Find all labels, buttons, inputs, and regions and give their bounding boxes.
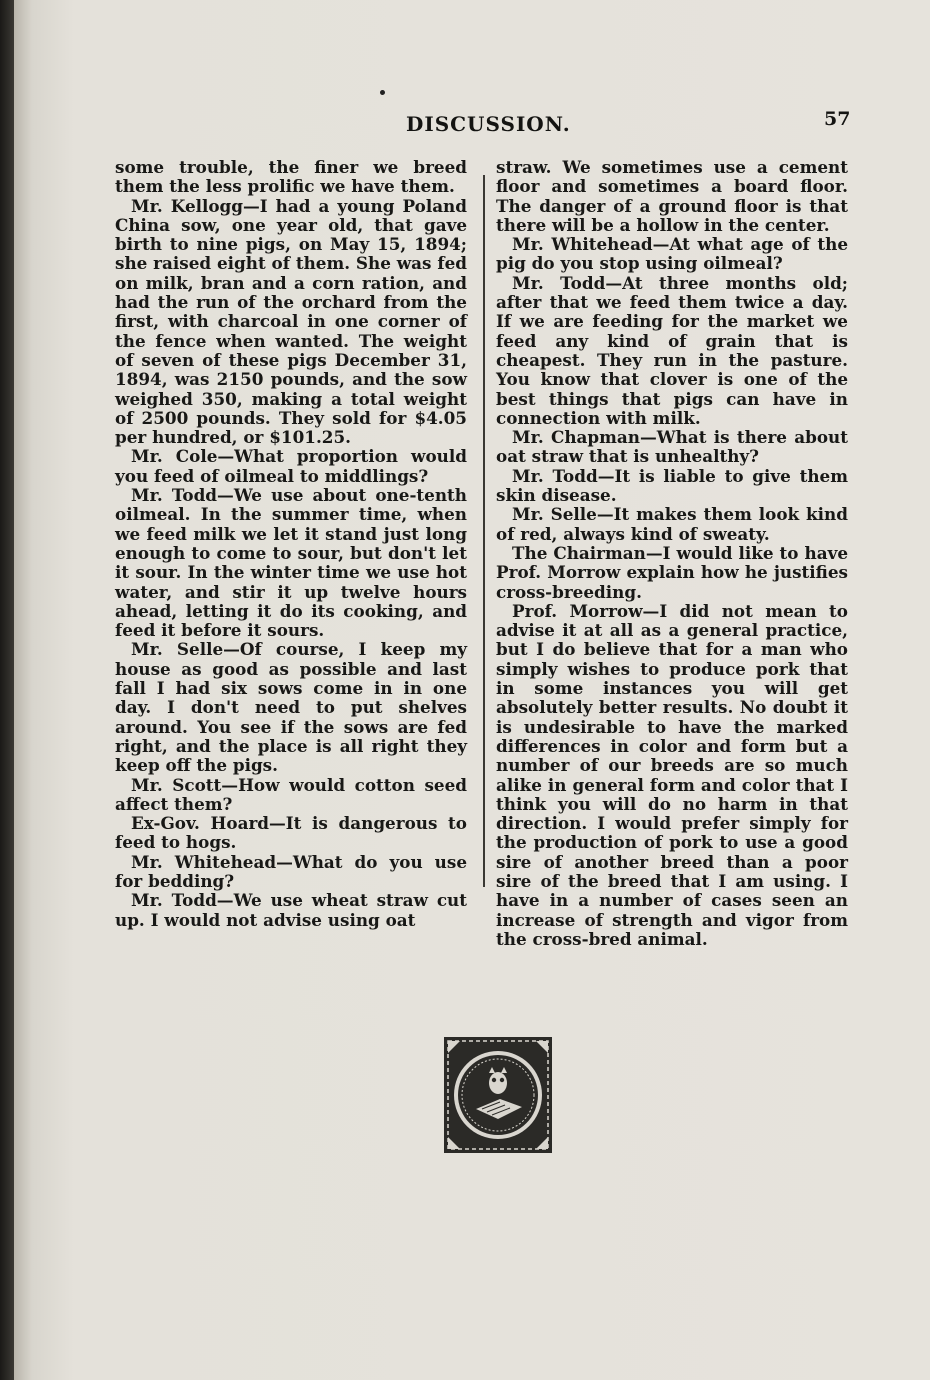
paragraph: Mr. Todd—We use wheat straw cut up. I would not advise using oat <box>115 890 467 930</box>
paragraph: Mr. Whitehead—What do you use for bedding? <box>115 851 467 891</box>
paragraph: some trouble, the finer we breed them the less prolific we have them. <box>115 157 467 197</box>
right-text-column <box>496 158 848 949</box>
left-text-column <box>115 158 467 930</box>
paragraph: Mr. Selle—It makes them look kind of red, always kind of sweaty. <box>496 504 848 544</box>
paragraph: Mr. Todd—It is liable to give them skin disease. <box>496 465 848 506</box>
paragraph: Mr. Cole—What proportion would you feed of oilmeal to middlings? <box>115 446 467 486</box>
column-divider <box>483 175 485 887</box>
printer-ornament-icon <box>442 1035 554 1155</box>
ink-dot <box>380 90 385 95</box>
book-page <box>14 0 930 1380</box>
paragraph: Ex-Gov. Hoard—It is dangerous to feed to hogs. <box>115 813 467 853</box>
running-title: DISCUSSION. <box>406 112 571 136</box>
paragraph: Mr. Chapman—What is there about oat straw that is unhealthy? <box>496 427 848 467</box>
paragraph: Mr. Todd—We use about one-tenth oilmeal. In the summer time, when we feed milk we let it stand just long enough to come to sour, but don't let it sour. In the winter time we use hot water, and stir it up twelve hours ahead, letting it do its cooking, and feed it before it sours. <box>115 485 467 641</box>
paragraph: The Chairman—I would like to have Prof. Morrow explain how he justifies cross-breeding. <box>496 542 848 602</box>
paragraph: Mr. Selle—Of course, I keep my house as good as possible and last fall I had six sows come in in one day. I don't need to put shelves around. You see if the sows are fed right, and the place is all right they keep off the pigs. <box>115 639 467 776</box>
paragraph: straw. We sometimes use a cement floor and sometimes a board floor. The danger of a ground floor is that there will be a hollow in the center. <box>496 157 848 235</box>
paragraph: Mr. Kellogg—I had a young Poland China sow, one year old, that gave birth to nine pigs, on May 15, 1894; she raised eight of them. She was fed on milk, bran and a corn ration, and had the run of the orchard from the first, with charcoal in one corner of the fence when wanted. The weight of seven of these pigs December 31, 1894, was 2150 pounds, and the sow weighed 350, making a total weight of 2500 pounds. They sold for $4.05 per hundred, or $101.25. <box>115 195 467 448</box>
page-number: 57 <box>824 108 851 130</box>
paragraph: Prof. Morrow—I did not mean to advise it at all as a general practice, but I do believe that for a man who simply wishes to produce pork that in some instances you will get absolutely better results. No doubt it is undesirable to have the marked differences in color and form but a number of our breeds are so much alike in general form and color that I think you will do no harm in that direction. I would prefer simply for the production of pork to use a good sire of another breed than a poor sire of the breed that I am using. I have in a number of cases seen an increase of strength and vigor from the cross-bred animal. <box>496 600 848 949</box>
page-header <box>14 108 930 138</box>
paragraph: Mr. Scott—How would cotton seed affect them? <box>115 774 467 814</box>
book-spine-shadow <box>0 0 14 1380</box>
paragraph: Mr. Whitehead—At what age of the pig do you stop using oilmeal? <box>496 234 848 274</box>
paragraph: Mr. Todd—At three months old; after that we feed them twice a day. If we are feeding for the market we feed any kind of grain that is cheapest. They run in the pasture. You know that clover is one of the best things that pigs can have in connection with milk. <box>496 272 848 428</box>
